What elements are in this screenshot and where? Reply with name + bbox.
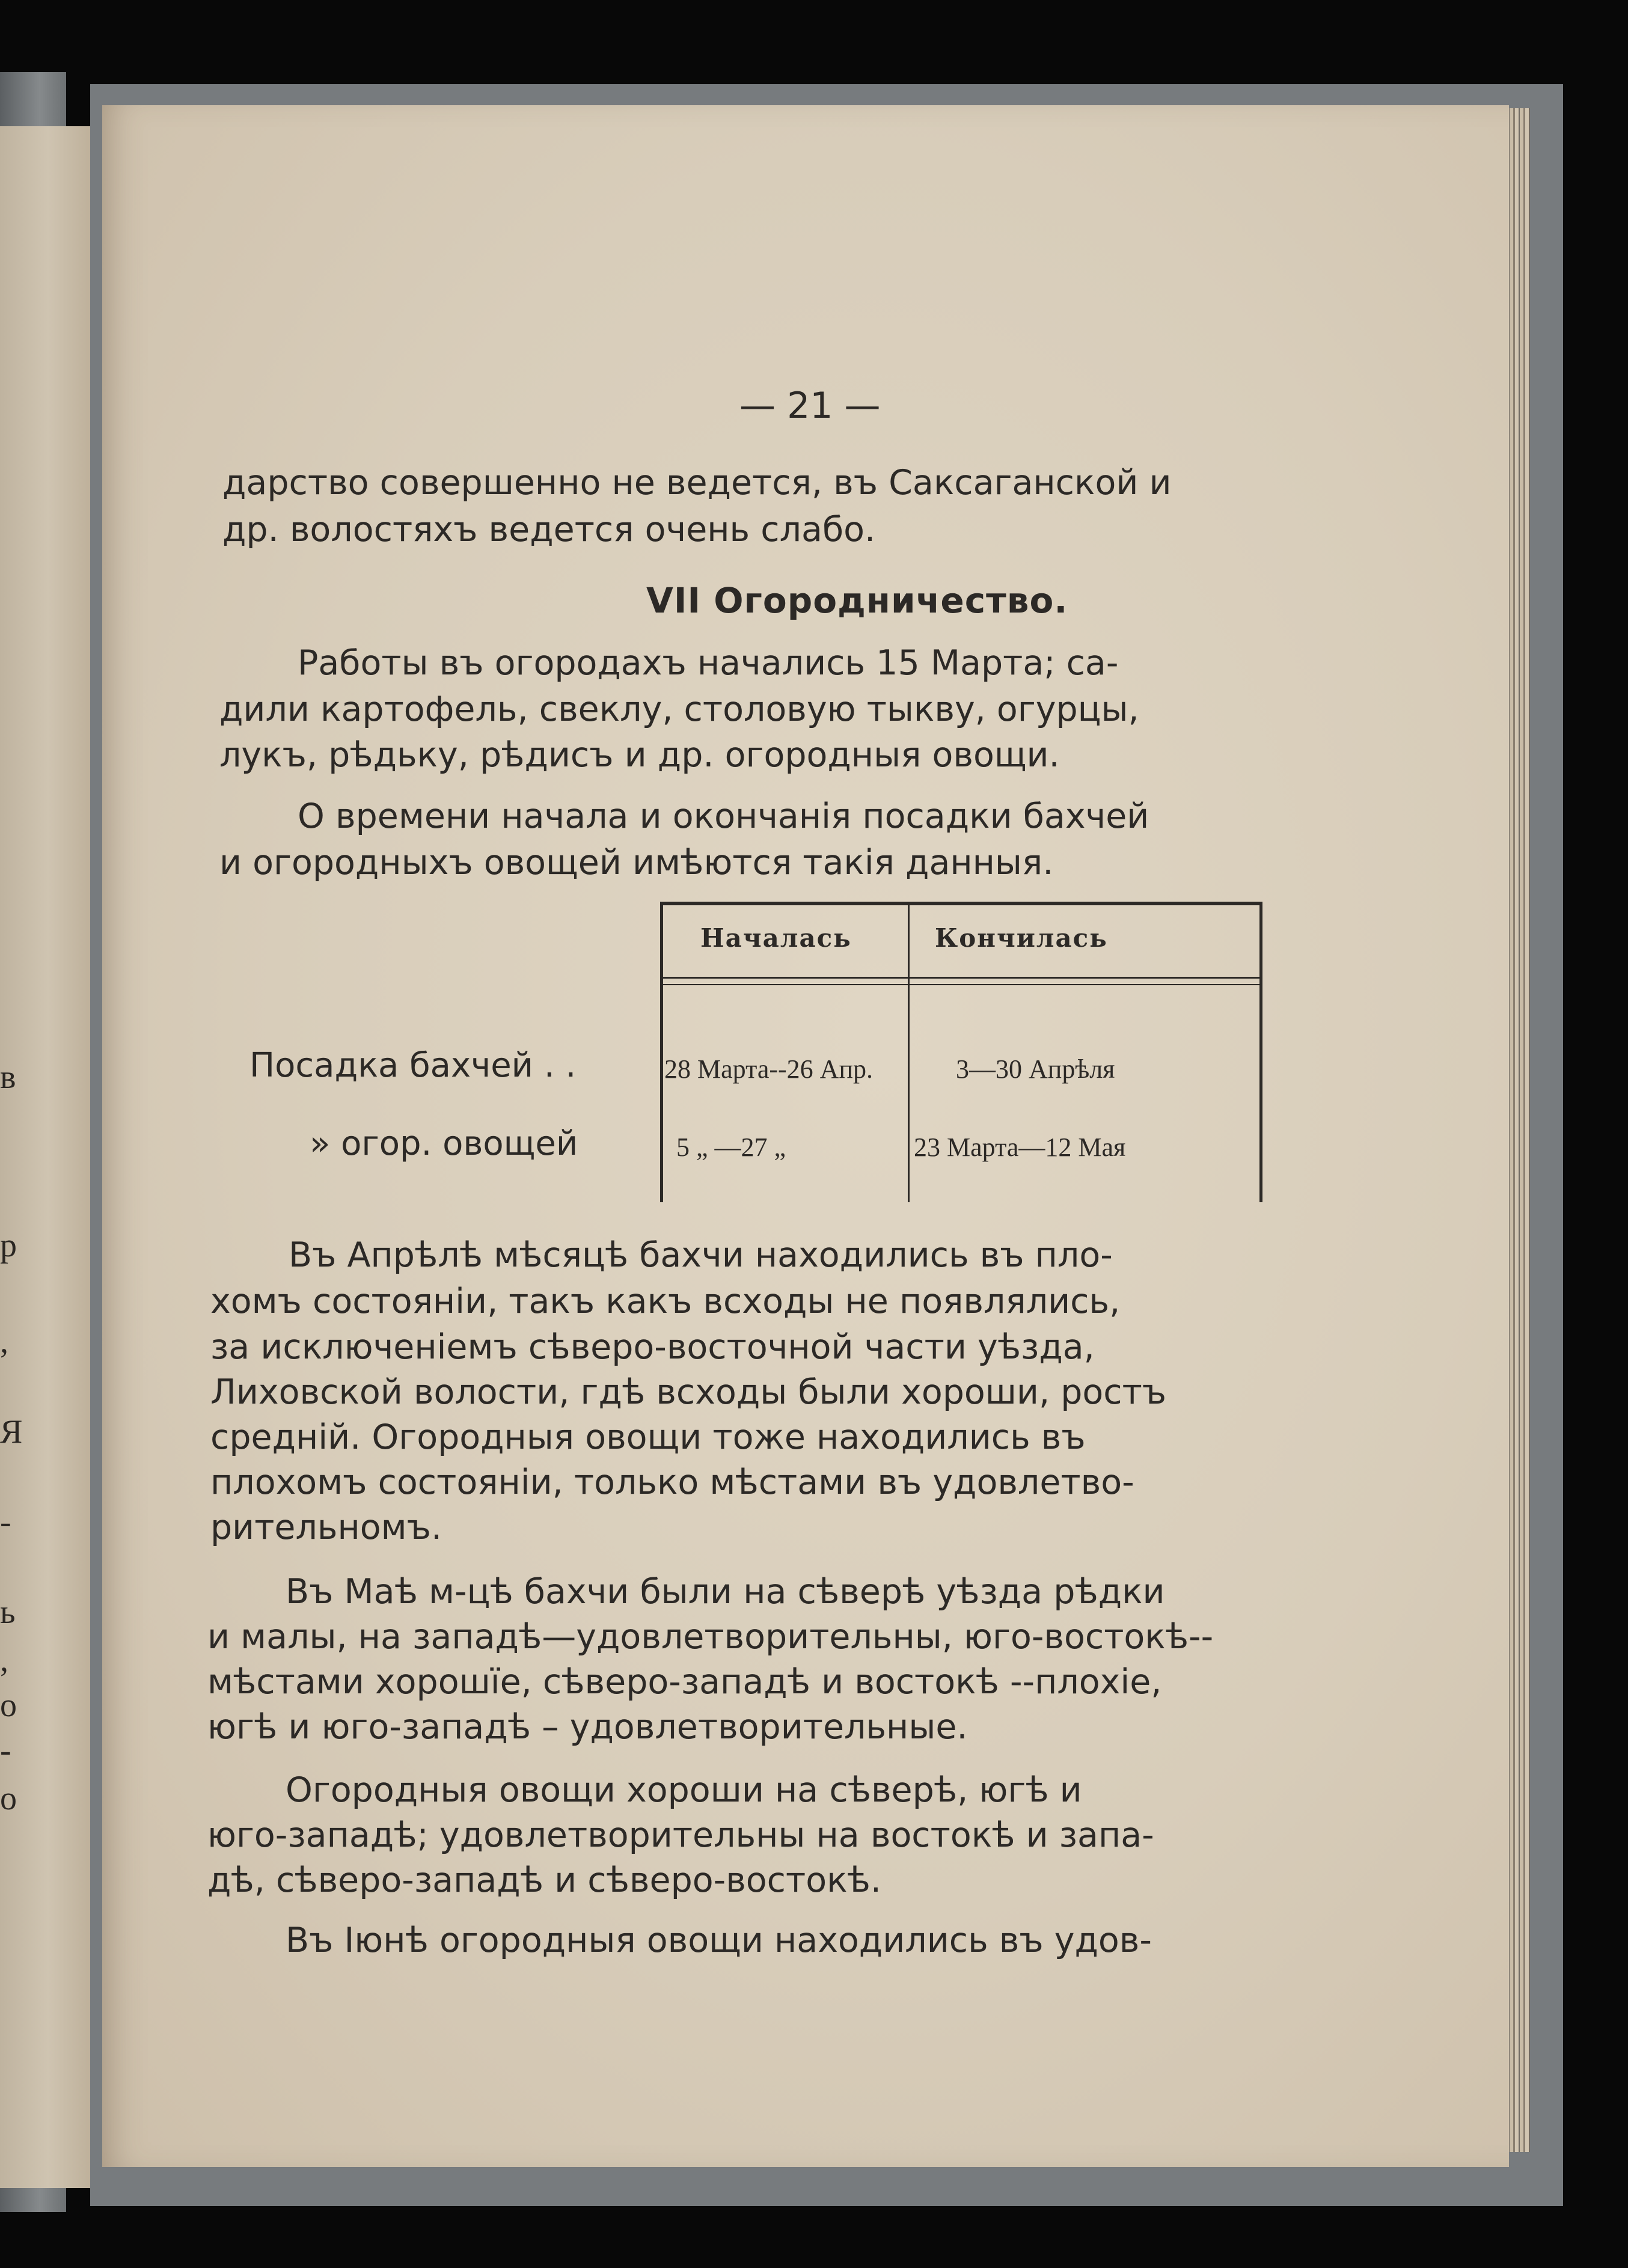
table-mid-rule — [908, 905, 910, 1202]
text-line: лукъ, рѣдьку, рѣдисъ и др. огородныя овощи. — [219, 735, 1060, 775]
bleed-char: ь — [0, 1594, 16, 1631]
text-line: и малы, на западѣ—удовлетворительны, юго-востокѣ-- — [207, 1617, 1214, 1657]
text-line: Лиховской волости, гдѣ всходы были хороши, ростъ — [210, 1372, 1167, 1412]
text-line: хомъ состояніи, такъ какъ всходы не появлялись, — [210, 1282, 1121, 1321]
text-line: за исключеніемъ сѣверо-восточной части уѣзда, — [210, 1327, 1095, 1367]
row-label: Посадка бахчей . . — [249, 1046, 577, 1085]
text-line: мѣстами хорошїе, сѣверо-западѣ и востокѣ --плохіе, — [207, 1662, 1162, 1702]
bleed-char: - — [0, 1503, 11, 1541]
page-number: — 21 — — [739, 385, 881, 427]
bleed-char: р — [0, 1227, 17, 1264]
text-line: средній. Огородныя овощи тоже находились въ — [210, 1417, 1086, 1457]
table-left-rule — [660, 902, 663, 1202]
bleed-char: , — [0, 1323, 8, 1360]
bleed-char: , — [0, 1642, 8, 1679]
table-header-rule — [661, 977, 1262, 979]
text-line: др. волостяхъ ведется очень слабо. — [222, 510, 876, 549]
text-line: плохомъ состояніи, только мѣстами въ удовлетво- — [210, 1463, 1134, 1502]
cell-end: 23 Марта—12 Мая — [914, 1132, 1126, 1162]
line-text: дарство совершенно не ведется, въ Саксаганской и — [222, 463, 1172, 503]
cell-start: 28 Марта--26 Апр. — [664, 1054, 873, 1084]
cell-end: 3—30 Апрѣля — [956, 1054, 1115, 1084]
table-right-rule — [1259, 902, 1262, 1202]
text-line: дѣ, сѣверо-западѣ и сѣверо-востокѣ. — [207, 1860, 881, 1900]
column-header-start: Началась — [700, 923, 852, 953]
text-line — [222, 463, 1308, 503]
text-line: дили картофель, свеклу, столовую тыкву, огурцы, — [219, 689, 1139, 729]
text-line: и огородныхъ овощей имѣются такія данныя. — [219, 843, 1054, 882]
bleed-char: - — [0, 1732, 11, 1769]
section-heading: VII Огородничество. — [646, 580, 1068, 621]
text-line: О времени начала и окончанія посадки бахчей — [298, 796, 1149, 836]
text-line: Въ Іюнѣ огородныя овощи находились въ удов- — [286, 1921, 1152, 1960]
table-header-rule-2 — [661, 984, 1262, 985]
text-line: юго-западѣ; удовлетворительны на востокѣ и запа- — [207, 1815, 1154, 1855]
text-line: Въ Апрѣлѣ мѣсяцѣ бахчи находились въ пло- — [289, 1235, 1113, 1275]
bleed-char: в — [0, 1059, 16, 1096]
table-top-rule — [661, 902, 1262, 905]
cell-start: 5 „ —27 „ — [676, 1132, 786, 1162]
text-line: Въ Маѣ м-цѣ бахчи были на сѣверѣ уѣзда рѣдки — [286, 1572, 1165, 1612]
text-line: Огородныя овощи хороши на сѣверѣ, югѣ и — [286, 1770, 1082, 1810]
text-line: Работы въ огородахъ начались 15 Марта; са- — [298, 643, 1119, 683]
text-line: югѣ и юго-западѣ – удовлетворительные. — [207, 1707, 968, 1747]
book-page — [102, 105, 1509, 2167]
bleed-char: Я — [0, 1413, 23, 1450]
column-header-end: Кончилась — [935, 923, 1108, 953]
bleed-char: о — [0, 1687, 17, 1724]
text-line: рительномъ. — [210, 1508, 442, 1547]
facing-page — [0, 126, 96, 2188]
bleed-char: о — [0, 1780, 17, 1817]
row-label: » огор. овощей — [310, 1124, 578, 1163]
